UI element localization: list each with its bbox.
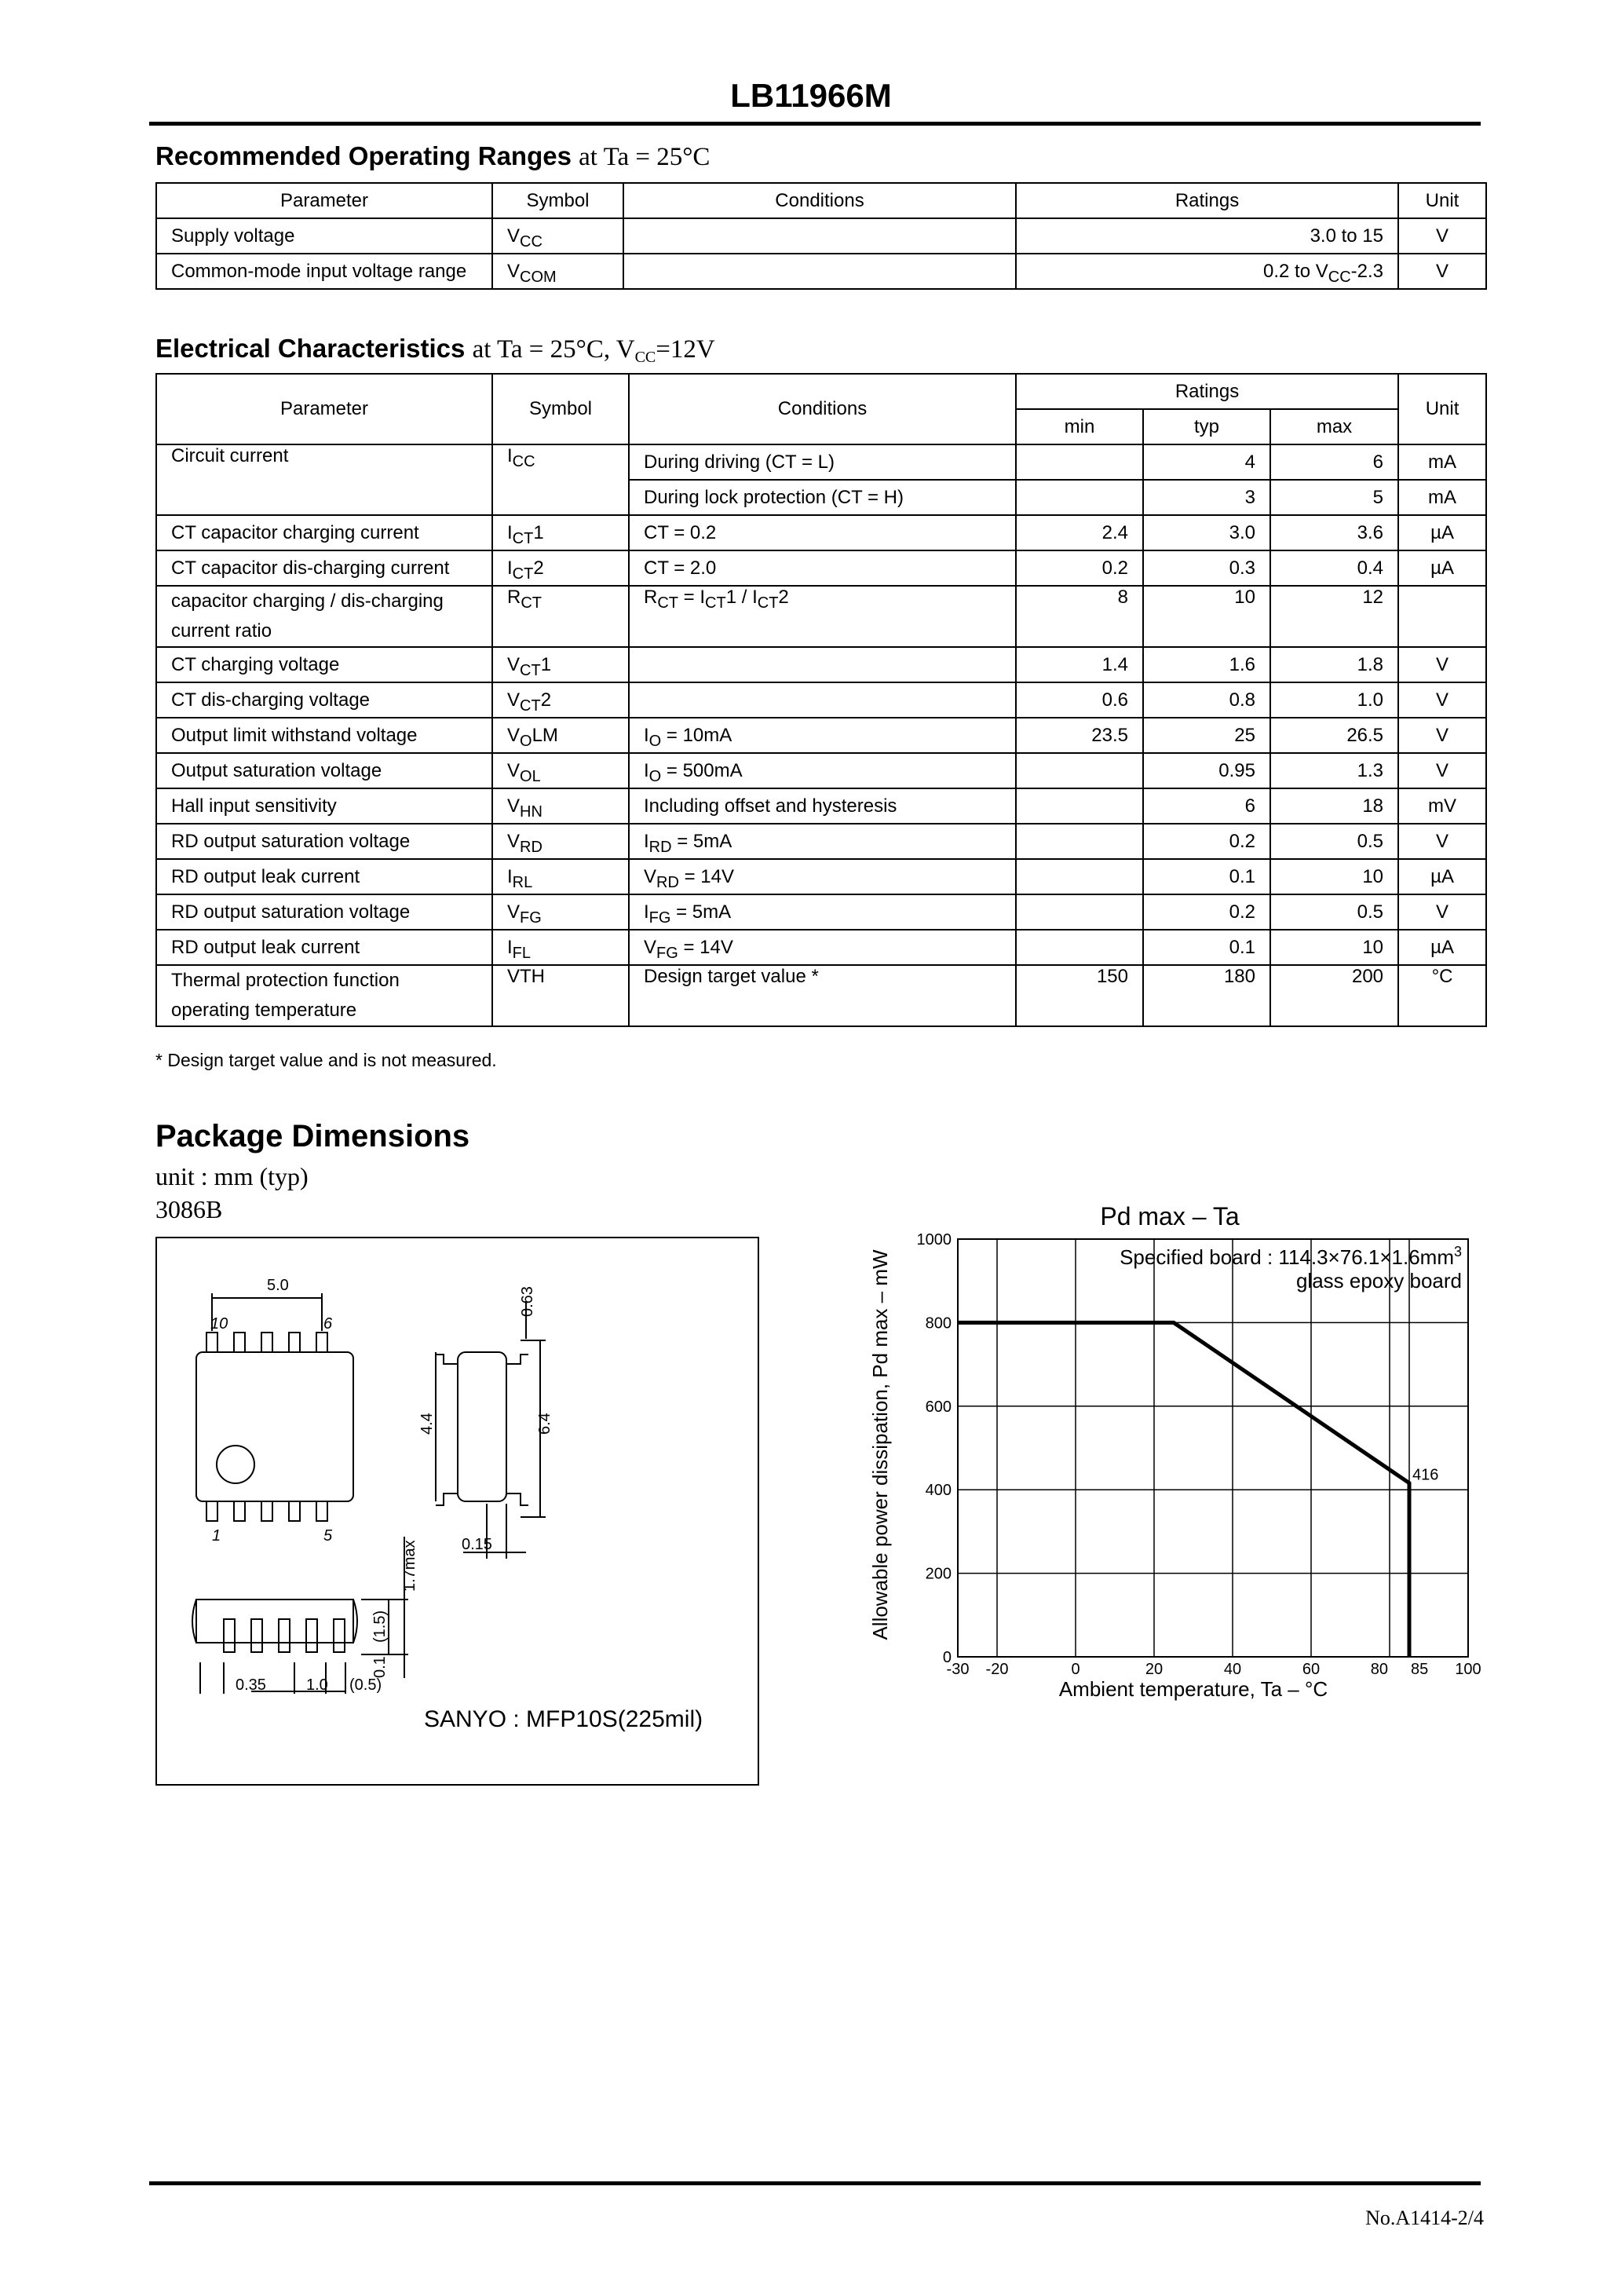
table-row	[156, 682, 1486, 718]
dim-body-h: 4.4	[418, 1413, 436, 1435]
chart-title: Pd max – Ta	[1100, 1202, 1240, 1230]
x-tick-label: 0	[1071, 1661, 1080, 1678]
cell-cond: $I_{FG} = 5mA$	[629, 894, 1016, 930]
col-conditions: Conditions	[629, 374, 1016, 444]
dim-body-t: (1.5)	[371, 1610, 389, 1643]
dim-total-h: 6.4	[536, 1413, 553, 1435]
table-row	[156, 586, 1486, 647]
table-row	[156, 218, 1486, 254]
cell-unit	[1398, 586, 1486, 647]
cell-typ: 0.2	[1143, 824, 1270, 859]
cell-cond: $I_O = 10mA$	[629, 718, 1016, 753]
x-tick-label: 100	[1455, 1661, 1481, 1678]
cell-cond	[629, 682, 1016, 718]
cell-unit: µA	[1398, 859, 1486, 894]
cell-cond: $R_{CT} = I_{CT}1 / I_{CT}2$	[629, 586, 1016, 647]
col-ratings: Ratings	[1016, 374, 1398, 409]
cell-max: 0.4	[1270, 550, 1398, 586]
cell-param: RD output saturation voltage	[156, 894, 492, 930]
col-parameter: Parameter	[156, 183, 492, 218]
recommended-heading	[155, 141, 710, 172]
col-max: max	[1270, 409, 1398, 444]
package-drawing-box	[155, 1237, 759, 1786]
cell-symbol: $V_{FG}$	[492, 894, 629, 930]
cell-cond: $V_{RD} = 14V$	[629, 859, 1016, 894]
y-tick-label: 600	[925, 1398, 952, 1416]
cell-max: 18	[1270, 788, 1398, 824]
y-tick-label: 1000	[916, 1231, 952, 1249]
cell-max: 1.3	[1270, 753, 1398, 788]
cell-min: 2.4	[1016, 515, 1143, 550]
pd-chart	[864, 1194, 1492, 1727]
cell-min	[1016, 930, 1143, 965]
cell-cond: $I_O = 500mA$	[629, 753, 1016, 788]
cell-typ: 0.1	[1143, 930, 1270, 965]
dim-lead-t: 0.15	[462, 1536, 492, 1553]
cell-max: 1.8	[1270, 647, 1398, 682]
electrical-title: Electrical Characteristics	[155, 334, 466, 363]
cell-min: 1.4	[1016, 647, 1143, 682]
cell-symbol: $V_{CT}1$	[492, 647, 629, 682]
cell-param: RD output leak current	[156, 859, 492, 894]
chart-annotation: Specified board : $114.3\times 76.1\times 1.6mm^3$	[1120, 1244, 1462, 1269]
col-parameter: Parameter	[156, 374, 492, 444]
cell-unit: V	[1398, 718, 1486, 753]
cell-min	[1016, 788, 1143, 824]
cell-max: 0.5	[1270, 894, 1398, 930]
cell-param: Output limit withstand voltage	[156, 718, 492, 753]
cell-param: CT capacitor charging current	[156, 515, 492, 550]
cell-symbol: $R_{CT}$	[492, 586, 629, 647]
cell-symbol: $I_{CT}1$	[492, 515, 629, 550]
cell-unit: µA	[1398, 550, 1486, 586]
x-tick-label: 60	[1302, 1661, 1321, 1678]
cell-cond	[629, 647, 1016, 682]
cell-min	[1016, 753, 1143, 788]
cell-symbol: $I_{CT}2$	[492, 550, 629, 586]
cell-max: 6	[1270, 444, 1398, 480]
cell-max: 26.5	[1270, 718, 1398, 753]
table-row	[156, 965, 1486, 1026]
table-row	[156, 788, 1486, 824]
table-row	[156, 647, 1486, 682]
recommended-title: Recommended Operating Ranges	[155, 141, 572, 170]
col-min: min	[1016, 409, 1143, 444]
cell-symbol: $V_{CC}$	[492, 218, 623, 254]
y-tick-label: 800	[925, 1314, 952, 1333]
cell-typ: 3.0	[1143, 515, 1270, 550]
x-tick-label: 80	[1370, 1661, 1388, 1678]
table-row	[156, 515, 1486, 550]
tick-labels	[917, 1231, 1481, 1678]
cell-cond	[623, 218, 1016, 254]
package-title: Package Dimensions	[155, 1119, 470, 1153]
col-symbol: Symbol	[492, 374, 629, 444]
cell-param: Thermal protection function operating temperature	[156, 965, 492, 1026]
dim-lead-w: 0.35	[236, 1676, 266, 1694]
cell-unit: mA	[1398, 480, 1486, 515]
table-row	[156, 894, 1486, 930]
table-row	[156, 930, 1486, 965]
cell-typ: 0.2	[1143, 894, 1270, 930]
cell-min	[1016, 894, 1143, 930]
cell-param: Supply voltage	[156, 218, 492, 254]
col-typ: typ	[1143, 409, 1270, 444]
cell-typ: 1.6	[1143, 647, 1270, 682]
cell-param: CT dis-charging voltage	[156, 682, 492, 718]
electrical-heading	[155, 334, 715, 364]
cell-param: CT capacitor dis-charging current	[156, 550, 492, 586]
dim-lead-top: 0.63	[519, 1286, 536, 1317]
recommended-table	[155, 182, 1487, 290]
cell-typ: 10	[1143, 586, 1270, 647]
x-tick-label: 85	[1411, 1661, 1429, 1678]
cell-unit: V	[1398, 824, 1486, 859]
pin-10-label: 10	[210, 1315, 228, 1333]
cell-cond: Design target value *	[629, 965, 1016, 1026]
cell-max: 3.6	[1270, 515, 1398, 550]
cell-typ: 25	[1143, 718, 1270, 753]
cell-param: CT charging voltage	[156, 647, 492, 682]
cell-param: RD output saturation voltage	[156, 824, 492, 859]
cell-typ: 0.8	[1143, 682, 1270, 718]
cell-param: Hall input sensitivity	[156, 788, 492, 824]
dim-pitch: 1.0	[306, 1676, 328, 1694]
header-rule	[149, 122, 1481, 126]
cell-max: 12	[1270, 586, 1398, 647]
cell-cond: CT = 0.2	[629, 515, 1016, 550]
table-header-row	[156, 374, 1486, 409]
cell-unit: V	[1398, 647, 1486, 682]
package-unit: unit : mm (typ)	[155, 1162, 309, 1190]
grid-lines	[958, 1239, 1468, 1657]
cell-symbol: $V_OLM$	[492, 718, 629, 753]
dim-max-h: 1.7max	[401, 1540, 418, 1592]
table-row	[156, 718, 1486, 753]
plot-frame	[958, 1239, 1468, 1657]
chart-annotation-2: glass epoxy board	[1295, 1269, 1462, 1292]
cell-symbol: $I_{RL}$	[492, 859, 629, 894]
cell-typ: 0.3	[1143, 550, 1270, 586]
cell-min: 8	[1016, 586, 1143, 647]
table-row	[156, 753, 1486, 788]
y-tick-label: 400	[925, 1482, 952, 1500]
cell-min: 0.2	[1016, 550, 1143, 586]
cell-unit: µA	[1398, 930, 1486, 965]
cell-typ: 0.95	[1143, 753, 1270, 788]
cell-param: Circuit current	[156, 444, 492, 515]
cell-min: 0.6	[1016, 682, 1143, 718]
cell-unit: V	[1398, 682, 1486, 718]
cell-param: RD output leak current	[156, 930, 492, 965]
recommended-condition: at Ta = 25°C	[579, 143, 711, 171]
pin-5-label: 5	[323, 1527, 333, 1545]
package-drawing	[157, 1238, 758, 1784]
cell-unit: °C	[1398, 965, 1486, 1026]
cell-unit: mV	[1398, 788, 1486, 824]
cell-max: 0.5	[1270, 824, 1398, 859]
col-symbol: Symbol	[492, 183, 623, 218]
col-unit: Unit	[1398, 374, 1486, 444]
cell-rating: 3.0 to 15	[1016, 218, 1398, 254]
table-row	[156, 859, 1486, 894]
x-tick-label: 20	[1145, 1661, 1164, 1678]
cell-typ: 4	[1143, 444, 1270, 480]
doc-number: No.A1414-2/4	[1365, 2206, 1484, 2229]
table-row	[156, 550, 1486, 586]
cell-symbol: VTH	[492, 965, 629, 1026]
dim-width: 5.0	[267, 1277, 289, 1294]
cell-symbol: $I_{CC}$	[492, 444, 629, 515]
x-tick-label: -20	[985, 1661, 1009, 1678]
cell-symbol: $V_{HN}$	[492, 788, 629, 824]
cell-unit: µA	[1398, 515, 1486, 550]
col-ratings: Ratings	[1016, 183, 1398, 218]
cell-typ: 6	[1143, 788, 1270, 824]
table-header-row	[156, 183, 1486, 218]
cell-cond: $I_{RD} = 5mA$	[629, 824, 1016, 859]
pin-6-label: 6	[323, 1315, 333, 1333]
x-tick-label: -30	[946, 1661, 970, 1678]
pin-1-label: 1	[212, 1527, 221, 1545]
dim-end: (0.5)	[349, 1676, 382, 1694]
cell-cond: $V_{FG} = 14V$	[629, 930, 1016, 965]
cell-min: 23.5	[1016, 718, 1143, 753]
cell-max: 10	[1270, 930, 1398, 965]
cell-param: capacitor charging / dis-charging current ratio	[156, 586, 492, 647]
cell-symbol: $V_{OL}$	[492, 753, 629, 788]
cell-cond: During lock protection (CT = H)	[629, 480, 1016, 515]
cell-symbol: $V_{CT}2$	[492, 682, 629, 718]
y-tick-label: 0	[942, 1649, 952, 1666]
cell-max: 5	[1270, 480, 1398, 515]
cell-unit: V	[1398, 218, 1486, 254]
cell-min	[1016, 859, 1143, 894]
footnote: * Design target value and is not measured.	[155, 1050, 497, 1070]
cell-symbol: $V_{RD}$	[492, 824, 629, 859]
cell-unit: V	[1398, 894, 1486, 930]
cell-unit: mA	[1398, 444, 1486, 480]
cell-min	[1016, 824, 1143, 859]
cell-cond: CT = 2.0	[629, 550, 1016, 586]
cell-symbol: $I_{FL}$	[492, 930, 629, 965]
x-tick-label: 40	[1223, 1661, 1242, 1678]
cell-min	[1016, 480, 1143, 515]
point-label: 416	[1412, 1466, 1439, 1484]
electrical-condition: at Ta = 25°C, $V_{CC}=12V$	[472, 335, 715, 366]
cell-typ: 0.1	[1143, 859, 1270, 894]
cell-param: Common-mode input voltage range	[156, 254, 492, 289]
y-tick-label: 200	[925, 1565, 952, 1583]
page-title: LB11966M	[730, 77, 892, 114]
cell-cond: Including offset and hysteresis	[629, 788, 1016, 824]
cell-cond	[623, 254, 1016, 289]
cell-typ: 3	[1143, 480, 1270, 515]
cell-param: Output saturation voltage	[156, 753, 492, 788]
cell-typ: 180	[1143, 965, 1270, 1026]
electrical-table	[155, 373, 1487, 1027]
cell-rating: 0.2 to $V_{CC}-2.3$	[1016, 254, 1398, 289]
cell-unit: V	[1398, 753, 1486, 788]
col-unit: Unit	[1398, 183, 1486, 218]
table-row	[156, 254, 1486, 289]
col-conditions: Conditions	[623, 183, 1016, 218]
y-axis-label: Allowable power dissipation, Pd max – mW	[868, 1249, 892, 1640]
package-code: 3086B	[155, 1195, 223, 1223]
cell-unit: V	[1398, 254, 1486, 289]
package-name: SANYO : MFP10S(225mil)	[424, 1706, 703, 1732]
table-row	[156, 824, 1486, 859]
cell-max: 10	[1270, 859, 1398, 894]
cell-min: 150	[1016, 965, 1143, 1026]
table-row	[156, 444, 1486, 480]
cell-min	[1016, 444, 1143, 480]
cell-cond: During driving (CT = L)	[629, 444, 1016, 480]
cell-max: 1.0	[1270, 682, 1398, 718]
cell-max: 200	[1270, 965, 1398, 1026]
x-axis-label: Ambient temperature, Ta – °C	[1058, 1677, 1328, 1701]
cell-symbol: $V_{COM}$	[492, 254, 623, 289]
dim-standoff: 0.1	[371, 1656, 389, 1678]
footer-rule	[149, 2181, 1481, 2185]
